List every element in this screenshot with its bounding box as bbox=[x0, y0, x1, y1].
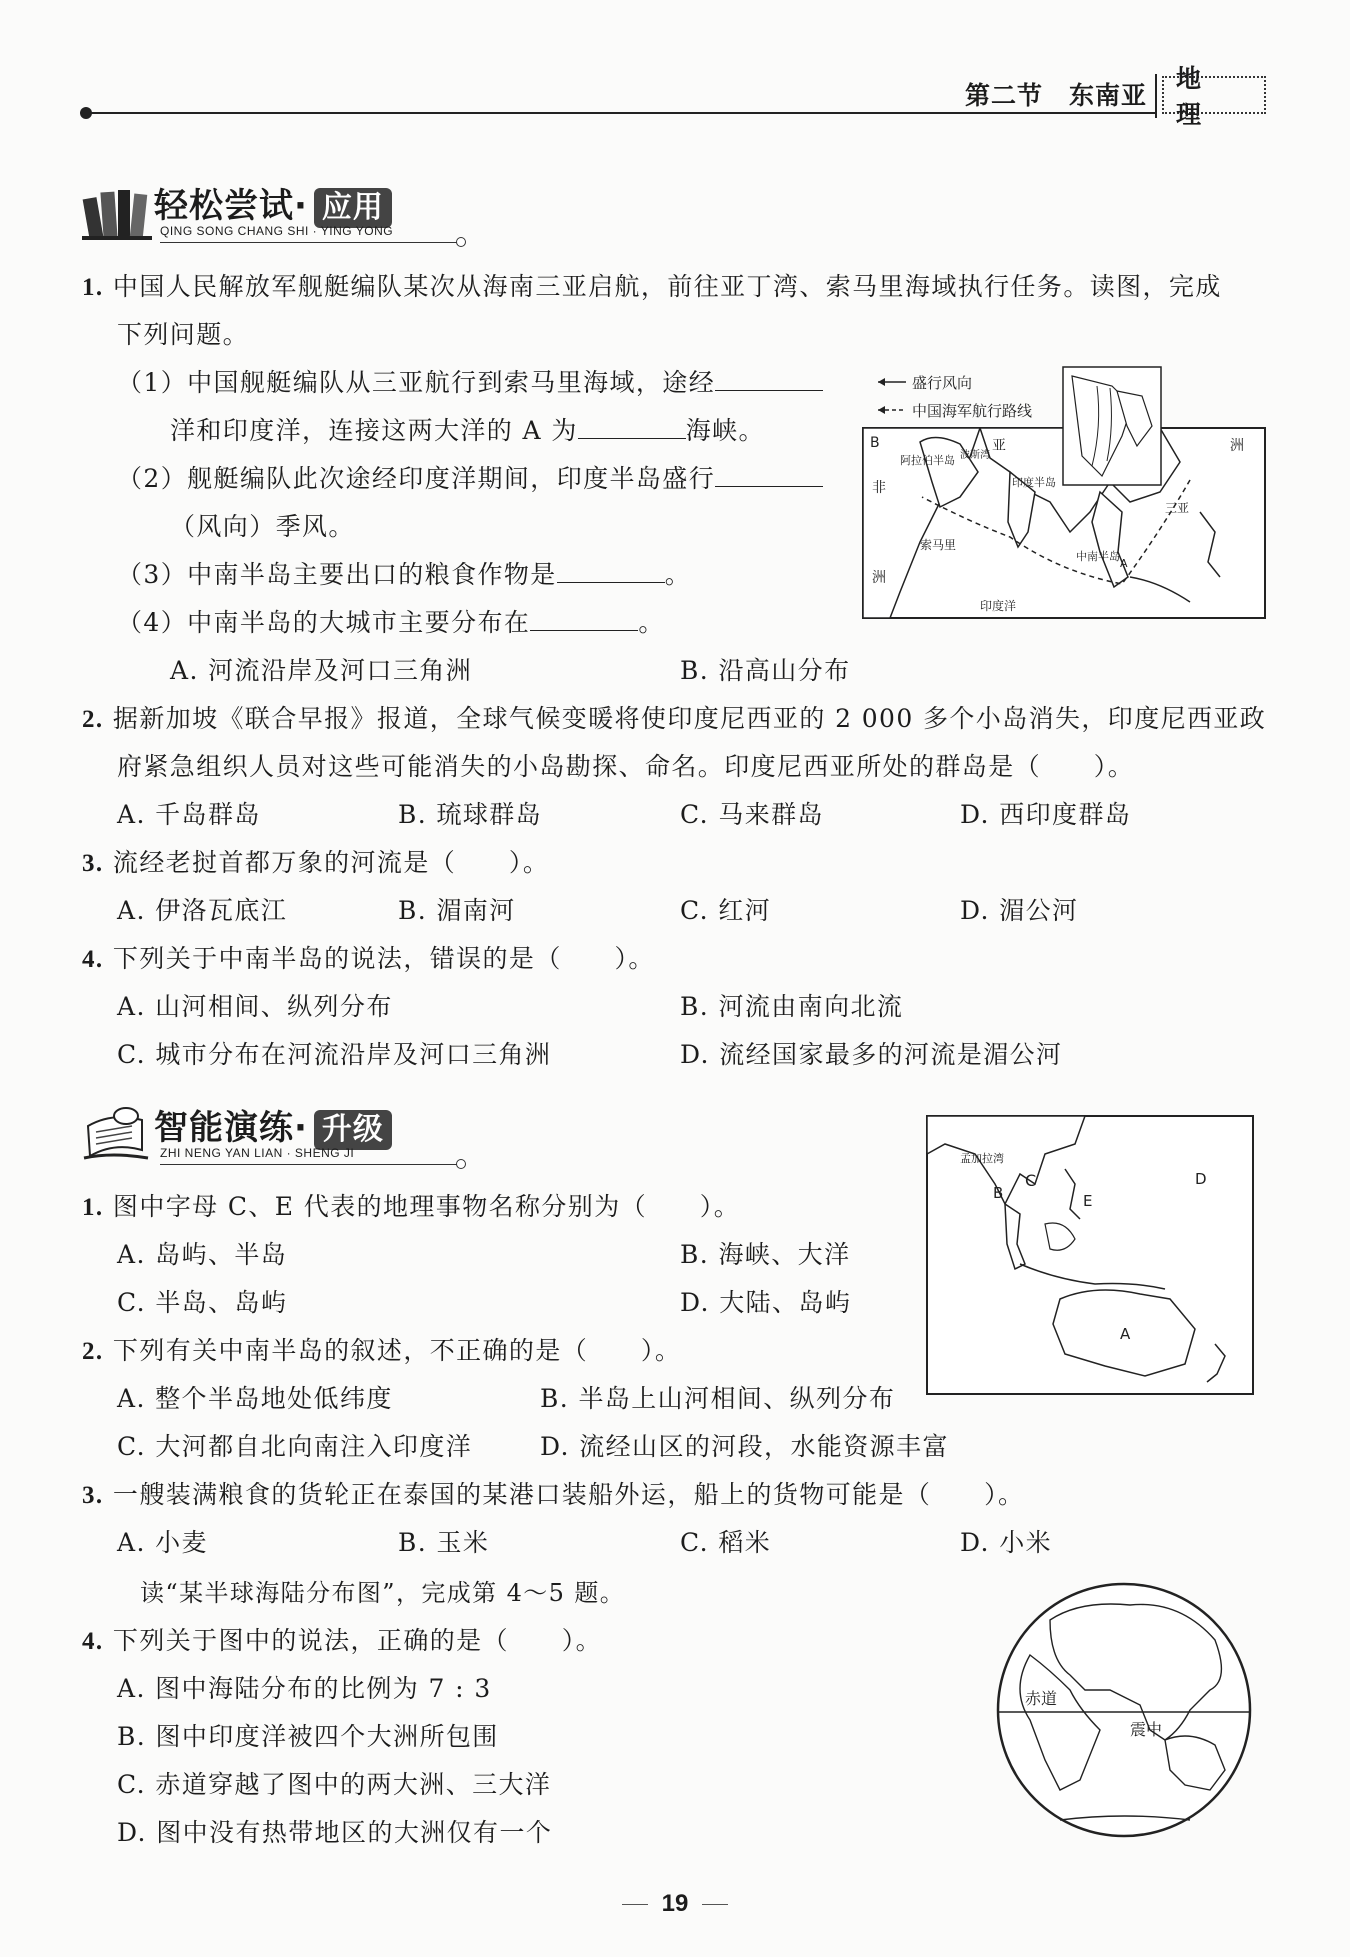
label-epicenter: 震中 bbox=[1130, 1720, 1163, 1739]
southeast-asia-map-figure bbox=[925, 1114, 1255, 1396]
answer-blank[interactable] bbox=[578, 414, 686, 439]
drill-q3-option-a[interactable]: A. 小麦 bbox=[117, 1528, 208, 1557]
label-c: C bbox=[1025, 1171, 1037, 1190]
q3-option-a[interactable]: A. 伊洛瓦底江 bbox=[117, 896, 288, 925]
map-legend bbox=[878, 374, 1032, 420]
label-bay-of-bengal: 孟加拉湾 bbox=[960, 1152, 1004, 1165]
question-1-sub1-line2: 洋和印度洋，连接这两大洋的 A 为 海峡。 bbox=[170, 416, 765, 445]
label-d: D bbox=[1195, 1170, 1207, 1188]
question-1-sub2-line1: （2）舰艇编队此次途经印度洋期间，印度半岛盛行 bbox=[117, 462, 823, 496]
q2-option-c[interactable]: C. 马来群岛 bbox=[680, 800, 824, 829]
books-icon bbox=[82, 184, 152, 240]
drill-q4-option-b[interactable]: B. 图中印度洋被四个大洲所包围 bbox=[117, 1722, 499, 1751]
label-a: A bbox=[1120, 1325, 1131, 1343]
drill-q2-option-c[interactable]: C. 大河都自北向南注入印度洋 bbox=[117, 1432, 473, 1461]
answer-blank[interactable] bbox=[715, 462, 823, 487]
label-somalia: 索马里 bbox=[920, 538, 957, 552]
drill-q3-option-d[interactable]: D. 小米 bbox=[960, 1528, 1053, 1557]
question-1-sub2-line2: （风向）季风。 bbox=[170, 512, 355, 541]
label-persian-gulf: 波斯湾 bbox=[960, 450, 990, 461]
question-1-stem-line2: 下列问题。 bbox=[117, 320, 250, 349]
drill-q4-option-c[interactable]: C. 赤道穿越了图中的两大洲、三大洋 bbox=[117, 1770, 552, 1799]
header-rule bbox=[85, 112, 1155, 114]
question-2-stem-line2: 府紧急组织人员对这些可能消失的小岛勘探、命名。印度尼西亚所处的群岛是（ ）。 bbox=[117, 752, 1135, 781]
question-2-stem-line1: 2. 据新加坡《联合早报》报道，全球气候变暖将使印度尼西亚的 2 000 多个小岛消失，印度尼西亚政 bbox=[82, 704, 1267, 733]
section-tag: 升级 bbox=[314, 1110, 392, 1150]
drill-q2-option-d[interactable]: D. 流经山区的河段，水能资源丰富 bbox=[540, 1432, 949, 1461]
label-equator: 赤道 bbox=[1025, 1689, 1058, 1708]
label-indian-ocean: 印度洋 bbox=[980, 599, 1017, 613]
legend-route: 中国海军航行路线 bbox=[912, 402, 1033, 420]
header-subject-box: 地 理 bbox=[1162, 76, 1266, 114]
section-rule-dot bbox=[456, 1159, 466, 1169]
section-pinyin: ZHI NENG YAN LIAN · SHENG JI bbox=[160, 1146, 355, 1160]
drill-question-2-stem: 2. 下列有关中南半岛的叙述，不正确的是（ ）。 bbox=[82, 1336, 682, 1365]
option-b[interactable]: B. 沿高山分布 bbox=[680, 656, 851, 685]
drill-q1-option-c[interactable]: C. 半岛、岛屿 bbox=[117, 1288, 288, 1317]
drill-question-3-stem: 3. 一艘装满粮食的货轮正在泰国的某港口装船外运，船上的货物可能是（ ）。 bbox=[82, 1480, 1025, 1509]
question-1-stem-line1: 1. 中国人民解放军舰艇编队某次从海南三亚启航，前往亚丁湾、索马里海域执行任务。读图，完成 bbox=[82, 272, 1222, 301]
header-section-title: 第二节 东南亚 bbox=[965, 81, 1148, 110]
page-number: 19 bbox=[0, 1890, 1350, 1918]
label-zhou-africa: 洲 bbox=[872, 570, 886, 586]
question-3-stem: 3. 流经老挝首都万象的河流是（ ）。 bbox=[82, 848, 550, 877]
drill-q4-option-d[interactable]: D. 图中没有热带地区的大洲仅有一个 bbox=[117, 1818, 553, 1847]
label-sanya: 三亚 bbox=[1165, 501, 1190, 515]
q3-option-b[interactable]: B. 湄南河 bbox=[398, 896, 516, 925]
label-fei: 非 bbox=[872, 480, 886, 496]
drill-q4-option-a[interactable]: A. 图中海陆分布的比例为 7 : 3 bbox=[117, 1674, 492, 1703]
q2-option-d[interactable]: D. 西印度群岛 bbox=[960, 800, 1132, 829]
drill-question-1-stem: 1. 图中字母 C、E 代表的地理事物名称分别为（ ）。 bbox=[82, 1192, 741, 1221]
section-tag: 应用 bbox=[314, 188, 392, 228]
q3-option-d[interactable]: D. 湄公河 bbox=[960, 896, 1079, 925]
drill-q1-option-d[interactable]: D. 大陆、岛屿 bbox=[680, 1288, 852, 1317]
drill-q2-option-b[interactable]: B. 半岛上山河相间、纵列分布 bbox=[540, 1384, 896, 1413]
label-indochina: 中南半岛 bbox=[1076, 550, 1120, 563]
q4-option-a[interactable]: A. 山河相间、纵列分布 bbox=[117, 992, 393, 1021]
hemisphere-map-figure bbox=[990, 1580, 1260, 1842]
label-arabia: 阿拉伯半岛 bbox=[900, 454, 955, 467]
question-1-sub3: （3）中南半岛主要出口的粮食作物是 。 bbox=[117, 560, 692, 589]
drill-q2-option-a[interactable]: A. 整个半岛地处低纬度 bbox=[117, 1384, 393, 1413]
question-1-sub4: （4）中南半岛的大城市主要分布在 。 bbox=[117, 608, 665, 637]
q4-option-d[interactable]: D. 流经国家最多的河流是湄公河 bbox=[680, 1040, 1063, 1069]
legend-wind: 盛行风向 bbox=[912, 374, 973, 392]
section-pinyin: QING SONG CHANG SHI · YING YONG bbox=[160, 224, 394, 238]
route-map-inset bbox=[1062, 366, 1162, 486]
reading-instruction: 读“某半球海陆分布图”，完成第 4～5 题。 bbox=[140, 1579, 626, 1607]
header-divider bbox=[1155, 74, 1157, 118]
answer-blank[interactable] bbox=[557, 558, 665, 583]
q4-option-c[interactable]: C. 城市分布在河流沿岸及河口三角洲 bbox=[117, 1040, 552, 1069]
drill-q1-option-b[interactable]: B. 海峡、大洋 bbox=[680, 1240, 851, 1269]
section-title: 轻松尝试· 应用 bbox=[154, 178, 392, 228]
q2-option-a[interactable]: A. 千岛群岛 bbox=[117, 800, 261, 829]
label-a: A bbox=[1120, 557, 1128, 570]
drill-q3-option-c[interactable]: C. 稻米 bbox=[680, 1528, 772, 1557]
question-4-stem: 4. 下列关于中南半岛的说法，错误的是（ ）。 bbox=[82, 944, 655, 973]
label-b: B bbox=[870, 435, 880, 451]
option-a[interactable]: A. 河流沿岸及河口三角洲 bbox=[170, 656, 473, 685]
drill-q3-option-b[interactable]: B. 玉米 bbox=[398, 1528, 490, 1557]
label-india: 印度半岛 bbox=[1012, 476, 1056, 489]
question-1-sub1-line1: （1）中国舰艇编队从三亚航行到索马里海域，途经 bbox=[117, 366, 823, 400]
section-title: 智能演练· 升级 bbox=[154, 1100, 392, 1150]
answer-blank[interactable] bbox=[530, 606, 638, 631]
q4-option-b[interactable]: B. 河流由南向北流 bbox=[680, 992, 904, 1021]
drill-question-4-stem: 4. 下列关于图中的说法，正确的是（ ）。 bbox=[82, 1626, 603, 1655]
label-ya: 亚 bbox=[992, 438, 1006, 454]
label-e: E bbox=[1083, 1192, 1093, 1210]
label-b: B bbox=[993, 1184, 1004, 1202]
q3-option-c[interactable]: C. 红河 bbox=[680, 896, 772, 925]
answer-blank[interactable] bbox=[715, 366, 823, 391]
section-rule-dot bbox=[456, 237, 466, 247]
open-book-icon bbox=[82, 1106, 152, 1162]
label-zhou-asia: 洲 bbox=[1230, 438, 1244, 454]
section-rule bbox=[160, 1164, 460, 1165]
q2-option-b[interactable]: B. 琉球群岛 bbox=[398, 800, 543, 829]
section-rule bbox=[160, 242, 460, 243]
drill-q1-option-a[interactable]: A. 岛屿、半岛 bbox=[117, 1240, 288, 1269]
